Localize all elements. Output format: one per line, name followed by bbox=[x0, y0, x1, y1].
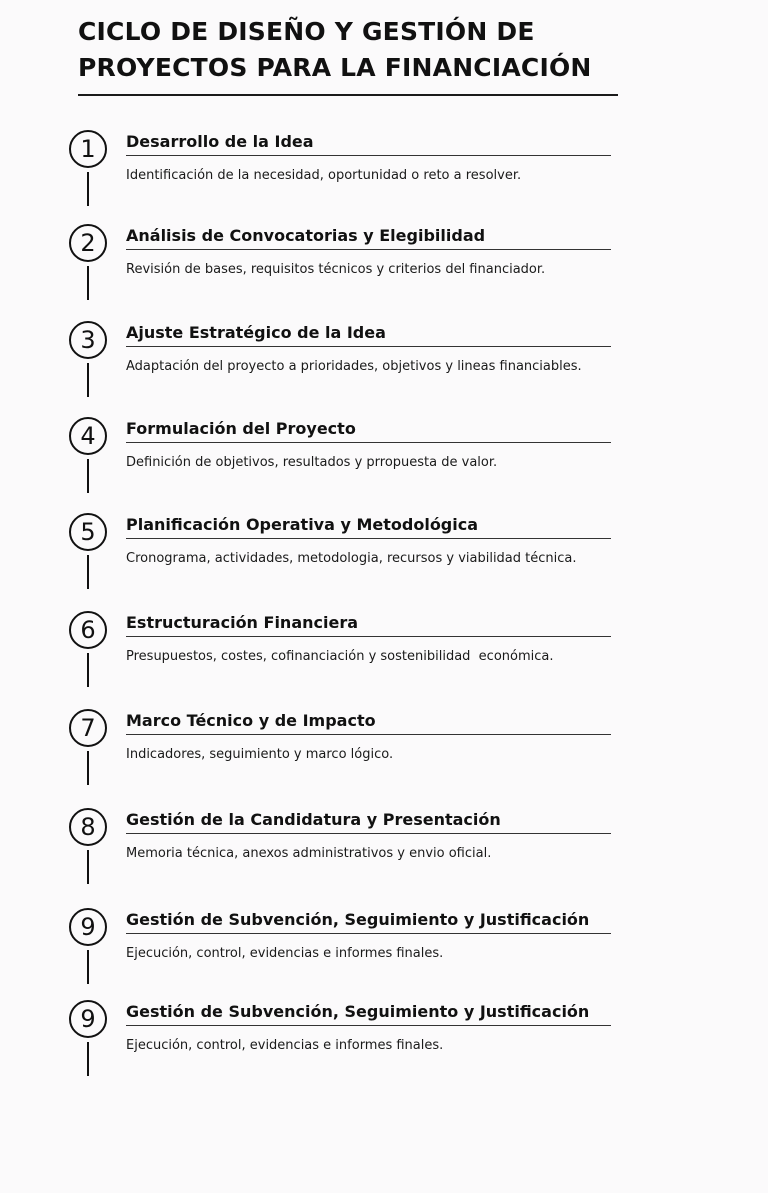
page-title-line-1: CICLO DE DISEÑO Y GESTIÓN DE bbox=[78, 17, 535, 46]
step-title: Análisis de Convocatorias y Elegibilidad bbox=[126, 226, 486, 245]
step-title: Gestión de Subvención, Seguimiento y Justificación bbox=[126, 1002, 590, 1021]
page-title-line-2: PROYECTOS PARA LA FINANCIACIÓN bbox=[78, 53, 592, 82]
step-title: Gestión de la Candidatura y Presentación bbox=[126, 810, 501, 829]
step-description: Cronograma, actividades, metodologia, recursos y viabilidad técnica. bbox=[126, 551, 577, 566]
step-connector-line bbox=[87, 363, 89, 397]
step-number-circle: 7 bbox=[69, 709, 107, 747]
step-description: Presupuestos, costes, cofinanciación y sostenibilidad económica. bbox=[126, 649, 554, 664]
process-step bbox=[0, 611, 768, 701]
step-connector-line bbox=[87, 266, 89, 300]
process-step bbox=[0, 513, 768, 603]
step-connector-line bbox=[87, 850, 89, 884]
process-step bbox=[0, 224, 768, 314]
step-divider bbox=[126, 833, 611, 834]
process-step bbox=[0, 417, 768, 507]
process-step bbox=[0, 321, 768, 411]
step-title: Estructuración Financiera bbox=[126, 613, 359, 632]
step-description: Ejecución, control, evidencias e informes finales. bbox=[126, 1038, 444, 1053]
step-connector-line bbox=[87, 172, 89, 206]
step-title: Ajuste Estratégico de la Idea bbox=[126, 323, 386, 342]
step-number-circle: 3 bbox=[69, 321, 107, 359]
process-step bbox=[0, 808, 768, 898]
step-description: Ejecución, control, evidencias e informes finales. bbox=[126, 946, 444, 961]
step-number-circle: 4 bbox=[69, 417, 107, 455]
process-step bbox=[0, 908, 768, 998]
step-divider bbox=[126, 155, 611, 156]
step-divider bbox=[126, 249, 611, 250]
process-step bbox=[0, 1000, 768, 1090]
step-number-circle: 9 bbox=[69, 1000, 107, 1038]
step-number-circle: 8 bbox=[69, 808, 107, 846]
step-connector-line bbox=[87, 1042, 89, 1076]
step-title: Gestión de Subvención, Seguimiento y Justificación bbox=[126, 910, 590, 929]
step-connector-line bbox=[87, 555, 89, 589]
step-number-circle: 6 bbox=[69, 611, 107, 649]
step-connector-line bbox=[87, 751, 89, 785]
step-title: Formulación del Proyecto bbox=[126, 419, 356, 438]
step-divider bbox=[126, 734, 611, 735]
step-divider bbox=[126, 933, 611, 934]
step-description: Adaptación del proyecto a prioridades, objetivos y lineas financiables. bbox=[126, 359, 582, 374]
step-connector-line bbox=[87, 459, 89, 493]
step-connector-line bbox=[87, 653, 89, 687]
step-number-circle: 9 bbox=[69, 908, 107, 946]
step-divider bbox=[126, 442, 611, 443]
process-step bbox=[0, 130, 768, 220]
step-title: Desarrollo de la Idea bbox=[126, 132, 314, 151]
step-description: Memoria técnica, anexos administrativos y envio oficial. bbox=[126, 846, 492, 861]
process-step bbox=[0, 709, 768, 799]
step-title: Planificación Operativa y Metodológica bbox=[126, 515, 479, 534]
step-connector-line bbox=[87, 950, 89, 984]
step-divider bbox=[126, 346, 611, 347]
step-description: Identificación de la necesidad, oportunidad o reto a resolver. bbox=[126, 168, 522, 183]
step-description: Definición de objetivos, resultados y prropuesta de valor. bbox=[126, 455, 498, 470]
step-number-circle: 5 bbox=[69, 513, 107, 551]
step-title: Marco Técnico y de Impacto bbox=[126, 711, 376, 730]
step-number-circle: 2 bbox=[69, 224, 107, 262]
step-description: Indicadores, seguimiento y marco lógico. bbox=[126, 747, 394, 762]
step-divider bbox=[126, 1025, 611, 1026]
step-divider bbox=[126, 636, 611, 637]
step-divider bbox=[126, 538, 611, 539]
step-number-circle: 1 bbox=[69, 130, 107, 168]
step-description: Revisión de bases, requisitos técnicos y criterios del financiador. bbox=[126, 262, 546, 277]
